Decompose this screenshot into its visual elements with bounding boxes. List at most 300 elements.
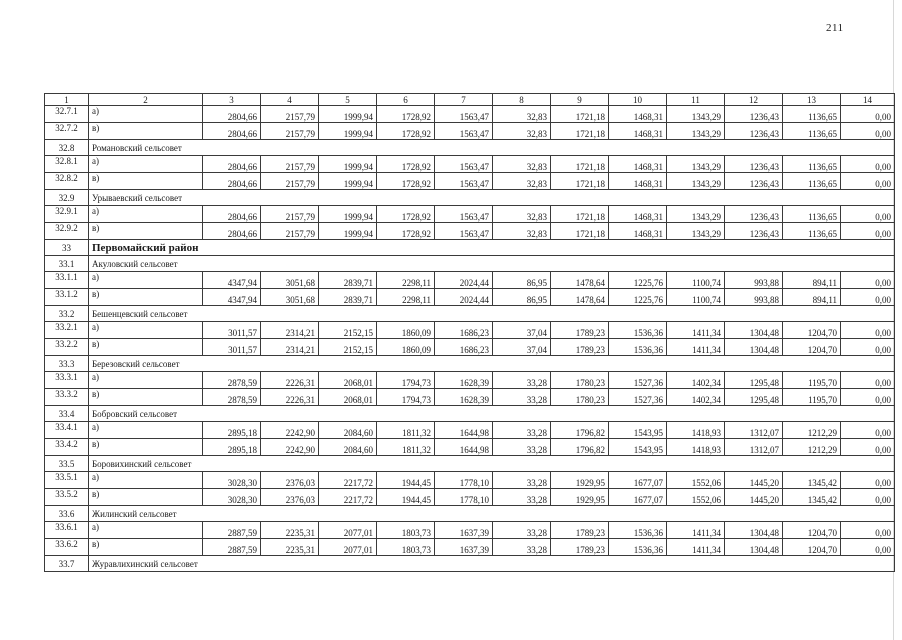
value-cell: 2024,44 xyxy=(435,289,493,306)
row-code: 33.1.2 xyxy=(45,289,89,306)
settlement-name: Урываевский сельсовет xyxy=(89,190,895,206)
value-cell: 2157,79 xyxy=(261,106,319,123)
row-code: 33.6 xyxy=(45,506,89,522)
value-cell: 894,11 xyxy=(783,289,841,306)
column-number: 3 xyxy=(203,94,261,106)
row-subitem: а) xyxy=(89,422,203,439)
value-cell: 1728,92 xyxy=(377,106,435,123)
table-body xyxy=(45,94,895,572)
value-cell: 1780,23 xyxy=(551,372,609,389)
value-cell: 1686,23 xyxy=(435,322,493,339)
value-cell: 2235,31 xyxy=(261,522,319,539)
column-number: 6 xyxy=(377,94,435,106)
row-code: 33.5 xyxy=(45,456,89,472)
value-cell: 1478,64 xyxy=(551,272,609,289)
table-row xyxy=(45,422,895,439)
value-cell: 2376,03 xyxy=(261,489,319,506)
tariff-table xyxy=(44,93,895,572)
value-cell: 1402,34 xyxy=(667,372,725,389)
table-row xyxy=(45,389,895,406)
value-cell: 1628,39 xyxy=(435,389,493,406)
value-cell: 1778,10 xyxy=(435,472,493,489)
value-cell: 1345,42 xyxy=(783,472,841,489)
value-cell: 2157,79 xyxy=(261,123,319,140)
value-cell: 2298,11 xyxy=(377,272,435,289)
value-cell: 1195,70 xyxy=(783,372,841,389)
value-cell: 1411,34 xyxy=(667,339,725,356)
value-cell: 1236,43 xyxy=(725,173,783,190)
value-cell: 1236,43 xyxy=(725,106,783,123)
value-cell: 0,00 xyxy=(841,422,895,439)
section-row xyxy=(45,140,895,156)
value-cell: 1999,94 xyxy=(319,123,377,140)
value-cell: 1721,18 xyxy=(551,173,609,190)
value-cell: 1794,73 xyxy=(377,389,435,406)
value-cell: 32,83 xyxy=(493,223,551,240)
row-code: 32.9 xyxy=(45,190,89,206)
value-cell: 1543,95 xyxy=(609,422,667,439)
value-cell: 0,00 xyxy=(841,372,895,389)
value-cell: 2157,79 xyxy=(261,156,319,173)
row-code: 33.5.1 xyxy=(45,472,89,489)
value-cell: 1295,48 xyxy=(725,389,783,406)
row-code: 32.7.2 xyxy=(45,123,89,140)
row-code: 33.7 xyxy=(45,556,89,572)
row-subitem: а) xyxy=(89,106,203,123)
value-cell: 1345,42 xyxy=(783,489,841,506)
value-cell: 2217,72 xyxy=(319,472,377,489)
row-code: 33.2.2 xyxy=(45,339,89,356)
value-cell: 1136,65 xyxy=(783,223,841,240)
value-cell: 1204,70 xyxy=(783,339,841,356)
value-cell: 1677,07 xyxy=(609,472,667,489)
column-number: 13 xyxy=(783,94,841,106)
value-cell: 1468,31 xyxy=(609,173,667,190)
value-cell: 2068,01 xyxy=(319,389,377,406)
value-cell: 1796,82 xyxy=(551,439,609,456)
value-cell: 1100,74 xyxy=(667,272,725,289)
value-cell: 3011,57 xyxy=(203,339,261,356)
row-subitem: а) xyxy=(89,472,203,489)
value-cell: 2077,01 xyxy=(319,539,377,556)
value-cell: 2157,79 xyxy=(261,173,319,190)
value-cell: 1136,65 xyxy=(783,106,841,123)
row-code: 33.3.2 xyxy=(45,389,89,406)
value-cell: 1721,18 xyxy=(551,206,609,223)
table-row xyxy=(45,539,895,556)
value-cell: 1644,98 xyxy=(435,422,493,439)
settlement-name: Журавлихинский сельсовет xyxy=(89,556,895,572)
value-cell: 0,00 xyxy=(841,106,895,123)
value-cell: 1468,31 xyxy=(609,206,667,223)
value-cell: 0,00 xyxy=(841,223,895,240)
value-cell: 1527,36 xyxy=(609,372,667,389)
row-code: 33.4 xyxy=(45,406,89,422)
value-cell: 0,00 xyxy=(841,123,895,140)
value-cell: 1860,09 xyxy=(377,339,435,356)
table-row xyxy=(45,206,895,223)
value-cell: 1536,36 xyxy=(609,522,667,539)
table-row xyxy=(45,106,895,123)
value-cell: 0,00 xyxy=(841,339,895,356)
value-cell: 0,00 xyxy=(841,539,895,556)
settlement-name: Романовский сельсовет xyxy=(89,140,895,156)
value-cell: 1136,65 xyxy=(783,173,841,190)
value-cell: 1536,36 xyxy=(609,539,667,556)
value-cell: 1563,47 xyxy=(435,106,493,123)
row-code: 33 xyxy=(45,240,89,256)
row-subitem: в) xyxy=(89,389,203,406)
value-cell: 0,00 xyxy=(841,206,895,223)
column-number: 9 xyxy=(551,94,609,106)
value-cell: 1628,39 xyxy=(435,372,493,389)
value-cell: 1402,34 xyxy=(667,389,725,406)
table-row xyxy=(45,339,895,356)
value-cell: 2376,03 xyxy=(261,472,319,489)
value-cell: 1445,20 xyxy=(725,472,783,489)
value-cell: 1999,94 xyxy=(319,173,377,190)
value-cell: 1527,36 xyxy=(609,389,667,406)
value-cell: 2878,59 xyxy=(203,372,261,389)
value-cell: 33,28 xyxy=(493,489,551,506)
value-cell: 2895,18 xyxy=(203,422,261,439)
district-name: Первомайский район xyxy=(89,240,895,256)
settlement-name: Бешенцевский сельсовет xyxy=(89,306,895,322)
table-row xyxy=(45,272,895,289)
value-cell: 1536,36 xyxy=(609,339,667,356)
value-cell: 3011,57 xyxy=(203,322,261,339)
value-cell: 3051,68 xyxy=(261,272,319,289)
value-cell: 1728,92 xyxy=(377,206,435,223)
value-cell: 2314,21 xyxy=(261,322,319,339)
row-subitem: в) xyxy=(89,223,203,240)
value-cell: 2084,60 xyxy=(319,422,377,439)
value-cell: 33,28 xyxy=(493,522,551,539)
value-cell: 1236,43 xyxy=(725,206,783,223)
column-number: 1 xyxy=(45,94,89,106)
value-cell: 1343,29 xyxy=(667,123,725,140)
value-cell: 37,04 xyxy=(493,339,551,356)
value-cell: 2804,66 xyxy=(203,123,261,140)
column-number: 8 xyxy=(493,94,551,106)
value-cell: 0,00 xyxy=(841,156,895,173)
value-cell: 993,88 xyxy=(725,272,783,289)
value-cell: 0,00 xyxy=(841,322,895,339)
value-cell: 1536,36 xyxy=(609,322,667,339)
value-cell: 1343,29 xyxy=(667,156,725,173)
value-cell: 2068,01 xyxy=(319,372,377,389)
value-cell: 1225,76 xyxy=(609,289,667,306)
row-code: 32.9.1 xyxy=(45,206,89,223)
value-cell: 1999,94 xyxy=(319,156,377,173)
value-cell: 1563,47 xyxy=(435,206,493,223)
value-cell: 1789,23 xyxy=(551,522,609,539)
section-row xyxy=(45,190,895,206)
value-cell: 1860,09 xyxy=(377,322,435,339)
value-cell: 1468,31 xyxy=(609,123,667,140)
column-number: 2 xyxy=(89,94,203,106)
value-cell: 1468,31 xyxy=(609,156,667,173)
value-cell: 1796,82 xyxy=(551,422,609,439)
value-cell: 33,28 xyxy=(493,389,551,406)
value-cell: 1304,48 xyxy=(725,339,783,356)
settlement-name: Березовский сельсовет xyxy=(89,356,895,372)
value-cell: 1677,07 xyxy=(609,489,667,506)
value-cell: 3028,30 xyxy=(203,472,261,489)
value-cell: 2235,31 xyxy=(261,539,319,556)
value-cell: 2314,21 xyxy=(261,339,319,356)
table-row xyxy=(45,289,895,306)
value-cell: 1204,70 xyxy=(783,522,841,539)
value-cell: 86,95 xyxy=(493,272,551,289)
value-cell: 32,83 xyxy=(493,156,551,173)
value-cell: 33,28 xyxy=(493,422,551,439)
section-row xyxy=(45,256,895,272)
value-cell: 2157,79 xyxy=(261,223,319,240)
value-cell: 1789,23 xyxy=(551,539,609,556)
value-cell: 2298,11 xyxy=(377,289,435,306)
row-subitem: а) xyxy=(89,522,203,539)
value-cell: 2242,90 xyxy=(261,422,319,439)
value-cell: 1212,29 xyxy=(783,439,841,456)
value-cell: 1204,70 xyxy=(783,322,841,339)
row-code: 32.8.1 xyxy=(45,156,89,173)
value-cell: 1411,34 xyxy=(667,322,725,339)
value-cell: 1468,31 xyxy=(609,223,667,240)
value-cell: 2804,66 xyxy=(203,106,261,123)
row-code: 33.6.2 xyxy=(45,539,89,556)
value-cell: 1304,48 xyxy=(725,539,783,556)
page-number: 211 xyxy=(826,22,844,34)
row-code: 33.1 xyxy=(45,256,89,272)
value-cell: 1778,10 xyxy=(435,489,493,506)
row-subitem: в) xyxy=(89,123,203,140)
value-cell: 33,28 xyxy=(493,372,551,389)
value-cell: 1728,92 xyxy=(377,156,435,173)
row-subitem: в) xyxy=(89,489,203,506)
value-cell: 1728,92 xyxy=(377,123,435,140)
row-code: 33.4.1 xyxy=(45,422,89,439)
row-code: 33.4.2 xyxy=(45,439,89,456)
section-row xyxy=(45,356,895,372)
value-cell: 1637,39 xyxy=(435,522,493,539)
value-cell: 1304,48 xyxy=(725,522,783,539)
value-cell: 1728,92 xyxy=(377,173,435,190)
value-cell: 1803,73 xyxy=(377,539,435,556)
value-cell: 1789,23 xyxy=(551,322,609,339)
value-cell: 1225,76 xyxy=(609,272,667,289)
value-cell: 0,00 xyxy=(841,289,895,306)
value-cell: 1999,94 xyxy=(319,106,377,123)
column-number: 10 xyxy=(609,94,667,106)
value-cell: 1343,29 xyxy=(667,106,725,123)
row-code: 33.2.1 xyxy=(45,322,89,339)
value-cell: 1999,94 xyxy=(319,223,377,240)
value-cell: 2024,44 xyxy=(435,272,493,289)
value-cell: 37,04 xyxy=(493,322,551,339)
section-row xyxy=(45,506,895,522)
value-cell: 1644,98 xyxy=(435,439,493,456)
value-cell: 2242,90 xyxy=(261,439,319,456)
value-cell: 1343,29 xyxy=(667,206,725,223)
row-code: 33.3.1 xyxy=(45,372,89,389)
value-cell: 1418,93 xyxy=(667,422,725,439)
value-cell: 2804,66 xyxy=(203,206,261,223)
value-cell: 0,00 xyxy=(841,389,895,406)
value-cell: 1343,29 xyxy=(667,173,725,190)
value-cell: 1944,45 xyxy=(377,472,435,489)
table-row xyxy=(45,223,895,240)
row-subitem: а) xyxy=(89,372,203,389)
value-cell: 1136,65 xyxy=(783,123,841,140)
column-number: 5 xyxy=(319,94,377,106)
section-row xyxy=(45,456,895,472)
value-cell: 33,28 xyxy=(493,472,551,489)
row-code: 32.8 xyxy=(45,140,89,156)
row-code: 33.3 xyxy=(45,356,89,372)
row-subitem: а) xyxy=(89,206,203,223)
value-cell: 1136,65 xyxy=(783,156,841,173)
table-row xyxy=(45,522,895,539)
settlement-name: Жилинский сельсовет xyxy=(89,506,895,522)
value-cell: 1563,47 xyxy=(435,156,493,173)
value-cell: 1929,95 xyxy=(551,472,609,489)
section-row xyxy=(45,556,895,572)
value-cell: 1637,39 xyxy=(435,539,493,556)
table-row xyxy=(45,439,895,456)
value-cell: 1212,29 xyxy=(783,422,841,439)
section-row xyxy=(45,406,895,422)
settlement-name: Акуловский сельсовет xyxy=(89,256,895,272)
value-cell: 1721,18 xyxy=(551,156,609,173)
value-cell: 1411,34 xyxy=(667,539,725,556)
value-cell: 2226,31 xyxy=(261,372,319,389)
table-row xyxy=(45,322,895,339)
value-cell: 1236,43 xyxy=(725,123,783,140)
value-cell: 4347,94 xyxy=(203,289,261,306)
value-cell: 32,83 xyxy=(493,106,551,123)
value-cell: 1552,06 xyxy=(667,472,725,489)
value-cell: 2804,66 xyxy=(203,173,261,190)
value-cell: 1721,18 xyxy=(551,123,609,140)
row-code: 32.9.2 xyxy=(45,223,89,240)
value-cell: 1563,47 xyxy=(435,173,493,190)
column-number: 7 xyxy=(435,94,493,106)
value-cell: 1295,48 xyxy=(725,372,783,389)
value-cell: 3051,68 xyxy=(261,289,319,306)
value-cell: 2878,59 xyxy=(203,389,261,406)
value-cell: 0,00 xyxy=(841,522,895,539)
row-subitem: в) xyxy=(89,539,203,556)
value-cell: 1721,18 xyxy=(551,223,609,240)
column-number: 14 xyxy=(841,94,895,106)
table-row xyxy=(45,372,895,389)
value-cell: 2804,66 xyxy=(203,156,261,173)
value-cell: 1794,73 xyxy=(377,372,435,389)
row-code: 33.5.2 xyxy=(45,489,89,506)
value-cell: 2839,71 xyxy=(319,289,377,306)
value-cell: 2895,18 xyxy=(203,439,261,456)
row-code: 33.6.1 xyxy=(45,522,89,539)
value-cell: 1780,23 xyxy=(551,389,609,406)
value-cell: 1468,31 xyxy=(609,106,667,123)
value-cell: 32,83 xyxy=(493,173,551,190)
row-subitem: в) xyxy=(89,289,203,306)
value-cell: 1445,20 xyxy=(725,489,783,506)
row-subitem: а) xyxy=(89,322,203,339)
value-cell: 32,83 xyxy=(493,206,551,223)
value-cell: 1312,07 xyxy=(725,422,783,439)
column-number: 11 xyxy=(667,94,725,106)
value-cell: 1236,43 xyxy=(725,223,783,240)
value-cell: 0,00 xyxy=(841,439,895,456)
row-code: 33.2 xyxy=(45,306,89,322)
column-number: 4 xyxy=(261,94,319,106)
value-cell: 0,00 xyxy=(841,489,895,506)
table-row xyxy=(45,472,895,489)
column-number: 12 xyxy=(725,94,783,106)
value-cell: 2887,59 xyxy=(203,522,261,539)
row-subitem: в) xyxy=(89,439,203,456)
value-cell: 1343,29 xyxy=(667,223,725,240)
value-cell: 1563,47 xyxy=(435,223,493,240)
value-cell: 2157,79 xyxy=(261,206,319,223)
value-cell: 1789,23 xyxy=(551,339,609,356)
value-cell: 2077,01 xyxy=(319,522,377,539)
value-cell: 86,95 xyxy=(493,289,551,306)
row-code: 32.7.1 xyxy=(45,106,89,123)
table-row xyxy=(45,489,895,506)
value-cell: 1552,06 xyxy=(667,489,725,506)
value-cell: 2217,72 xyxy=(319,489,377,506)
value-cell: 1728,92 xyxy=(377,223,435,240)
settlement-name: Бобровский сельсовет xyxy=(89,406,895,422)
row-code: 32.8.2 xyxy=(45,173,89,190)
value-cell: 993,88 xyxy=(725,289,783,306)
district-row xyxy=(45,240,895,256)
value-cell: 0,00 xyxy=(841,173,895,190)
row-subitem: а) xyxy=(89,156,203,173)
row-subitem: а) xyxy=(89,272,203,289)
value-cell: 1478,64 xyxy=(551,289,609,306)
value-cell: 1136,65 xyxy=(783,206,841,223)
value-cell: 4347,94 xyxy=(203,272,261,289)
row-subitem: в) xyxy=(89,173,203,190)
value-cell: 1312,07 xyxy=(725,439,783,456)
value-cell: 1999,94 xyxy=(319,206,377,223)
row-code: 33.1.1 xyxy=(45,272,89,289)
value-cell: 1543,95 xyxy=(609,439,667,456)
row-subitem: в) xyxy=(89,339,203,356)
value-cell: 33,28 xyxy=(493,539,551,556)
value-cell: 1944,45 xyxy=(377,489,435,506)
value-cell: 2887,59 xyxy=(203,539,261,556)
value-cell: 2839,71 xyxy=(319,272,377,289)
value-cell: 1411,34 xyxy=(667,522,725,539)
value-cell: 1418,93 xyxy=(667,439,725,456)
value-cell: 1304,48 xyxy=(725,322,783,339)
value-cell: 2152,15 xyxy=(319,339,377,356)
value-cell: 1811,32 xyxy=(377,439,435,456)
value-cell: 0,00 xyxy=(841,472,895,489)
value-cell: 1195,70 xyxy=(783,389,841,406)
table-row xyxy=(45,123,895,140)
value-cell: 33,28 xyxy=(493,439,551,456)
value-cell: 2226,31 xyxy=(261,389,319,406)
value-cell: 2084,60 xyxy=(319,439,377,456)
value-cell: 1803,73 xyxy=(377,522,435,539)
value-cell: 2804,66 xyxy=(203,223,261,240)
